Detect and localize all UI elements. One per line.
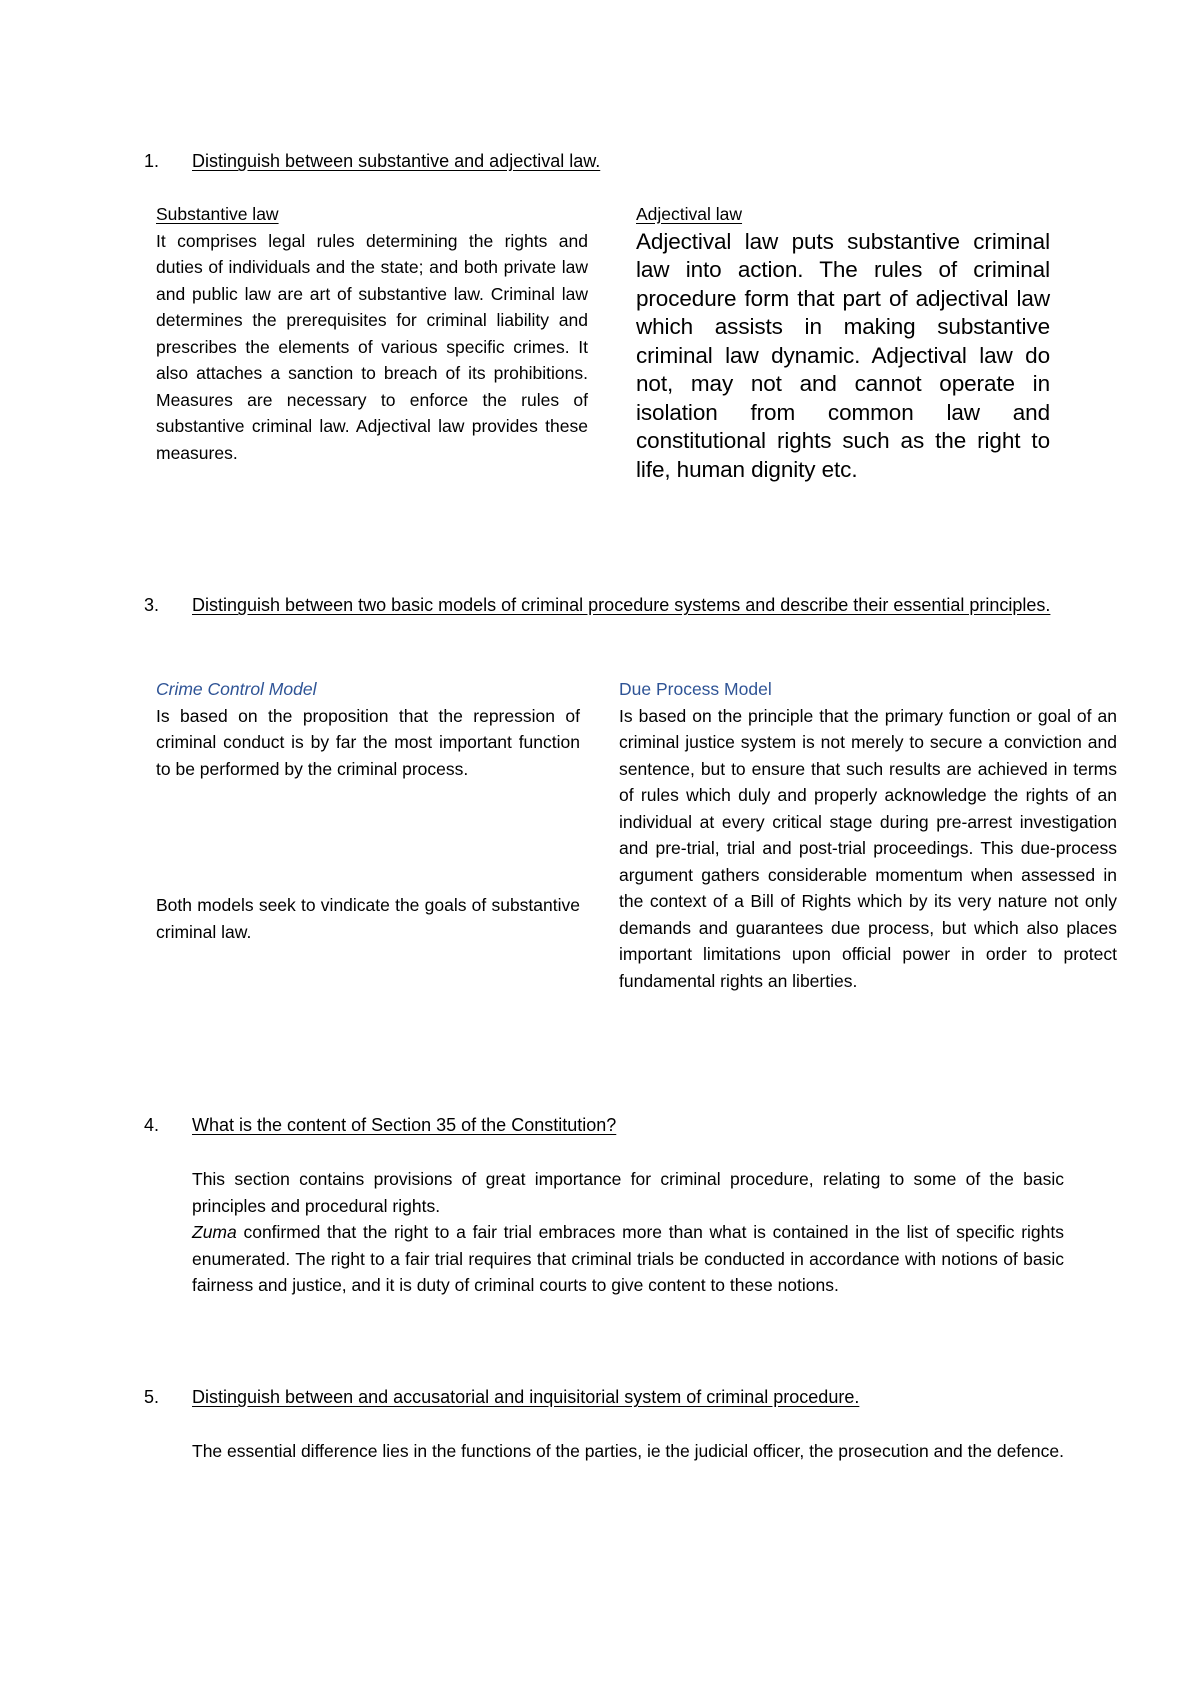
question-4-answer xyxy=(192,1166,1064,1299)
crime-control-column xyxy=(156,676,580,782)
adjectival-law-heading: Adjectival law xyxy=(636,204,743,224)
question-5-answer xyxy=(192,1438,1064,1465)
essential-difference-paragraph: The essential difference lies in the functions of the parties, ie the judicial officer, the prosecution and the defence. xyxy=(192,1441,1064,1461)
zuma-paragraph xyxy=(192,1219,1064,1299)
due-process-heading: Due Process Model xyxy=(619,679,772,699)
both-models-text: Both models seek to vindicate the goals of substantive criminal law. xyxy=(156,895,580,942)
question-4-title: What is the content of Section 35 of the Constitution? xyxy=(192,1115,617,1135)
question-1-number: 1. xyxy=(144,151,160,171)
substantive-law-heading: Substantive law xyxy=(156,204,279,224)
adjectival-law-text: Adjectival law puts substantive criminal law into action. The rules of criminal procedure form that part of adjectival law which assists in making substantive criminal law dynamic. Adjectival law do not, may not and cannot operate in isolation from common law and constitutional rights such as the right to life, human dignity etc. xyxy=(636,228,1050,482)
section-35-paragraph: This section contains provisions of great importance for criminal procedure, relating to some of the basic principles and procedural rights. xyxy=(192,1169,1064,1216)
zuma-paragraph-text: confirmed that the right to a fair trial embraces more than what is contained in the list of specific rights enumerated. The right to a fair trial requires that criminal trials be conducted in accordance with notions of basic fairness and justice, and it is duty of criminal courts to give content to these notions. xyxy=(192,1222,1064,1295)
question-5-title: Distinguish between and accusatorial and inquisitorial system of criminal procedure. xyxy=(192,1387,860,1407)
zuma-case-name: Zuma xyxy=(192,1222,237,1242)
question-5-number: 5. xyxy=(144,1387,160,1407)
crime-control-heading: Crime Control Model xyxy=(156,679,317,699)
question-3-number: 3. xyxy=(144,595,160,615)
crime-control-text: Is based on the proposition that the repression of criminal conduct is by far the most important function to be performed by the criminal process. xyxy=(156,705,580,779)
adjectival-law-column xyxy=(636,201,1050,484)
question-1-title: Distinguish between substantive and adjectival law. xyxy=(192,151,601,171)
question-3-title: Distinguish between two basic models of criminal procedure systems and describe their essential principles. xyxy=(192,595,1051,615)
due-process-column xyxy=(619,676,1117,994)
substantive-law-text: It comprises legal rules determining the rights and duties of individuals and the state; and both private law and public law are art of substantive law. Criminal law determines the prerequisites for criminal liability and prescribes the elements of various specific crimes. It also attaches a sanction to breach of its prohibitions. Measures are necessary to enforce the rules of substantive criminal law. Adjectival law provides these measures. xyxy=(156,230,588,463)
both-models-column xyxy=(156,892,580,945)
question-4-number: 4. xyxy=(144,1115,160,1135)
due-process-text: Is based on the principle that the primary function or goal of an criminal justice system is not merely to secure a conviction and sentence, but to ensure that such results are achieved in terms of rules which duly and properly acknowledge the rights of an individual at every critical stage during pre-arrest investigation and pre-trial, trial and post-trial proceedings. This due-process argument gathers considerable momentum when assessed in the context of a Bill of Rights which by its very nature not only demands and guarantees due process, but which also places important limitations upon official power in order to protect fundamental rights an liberties. xyxy=(619,705,1117,991)
substantive-law-column xyxy=(156,201,588,466)
